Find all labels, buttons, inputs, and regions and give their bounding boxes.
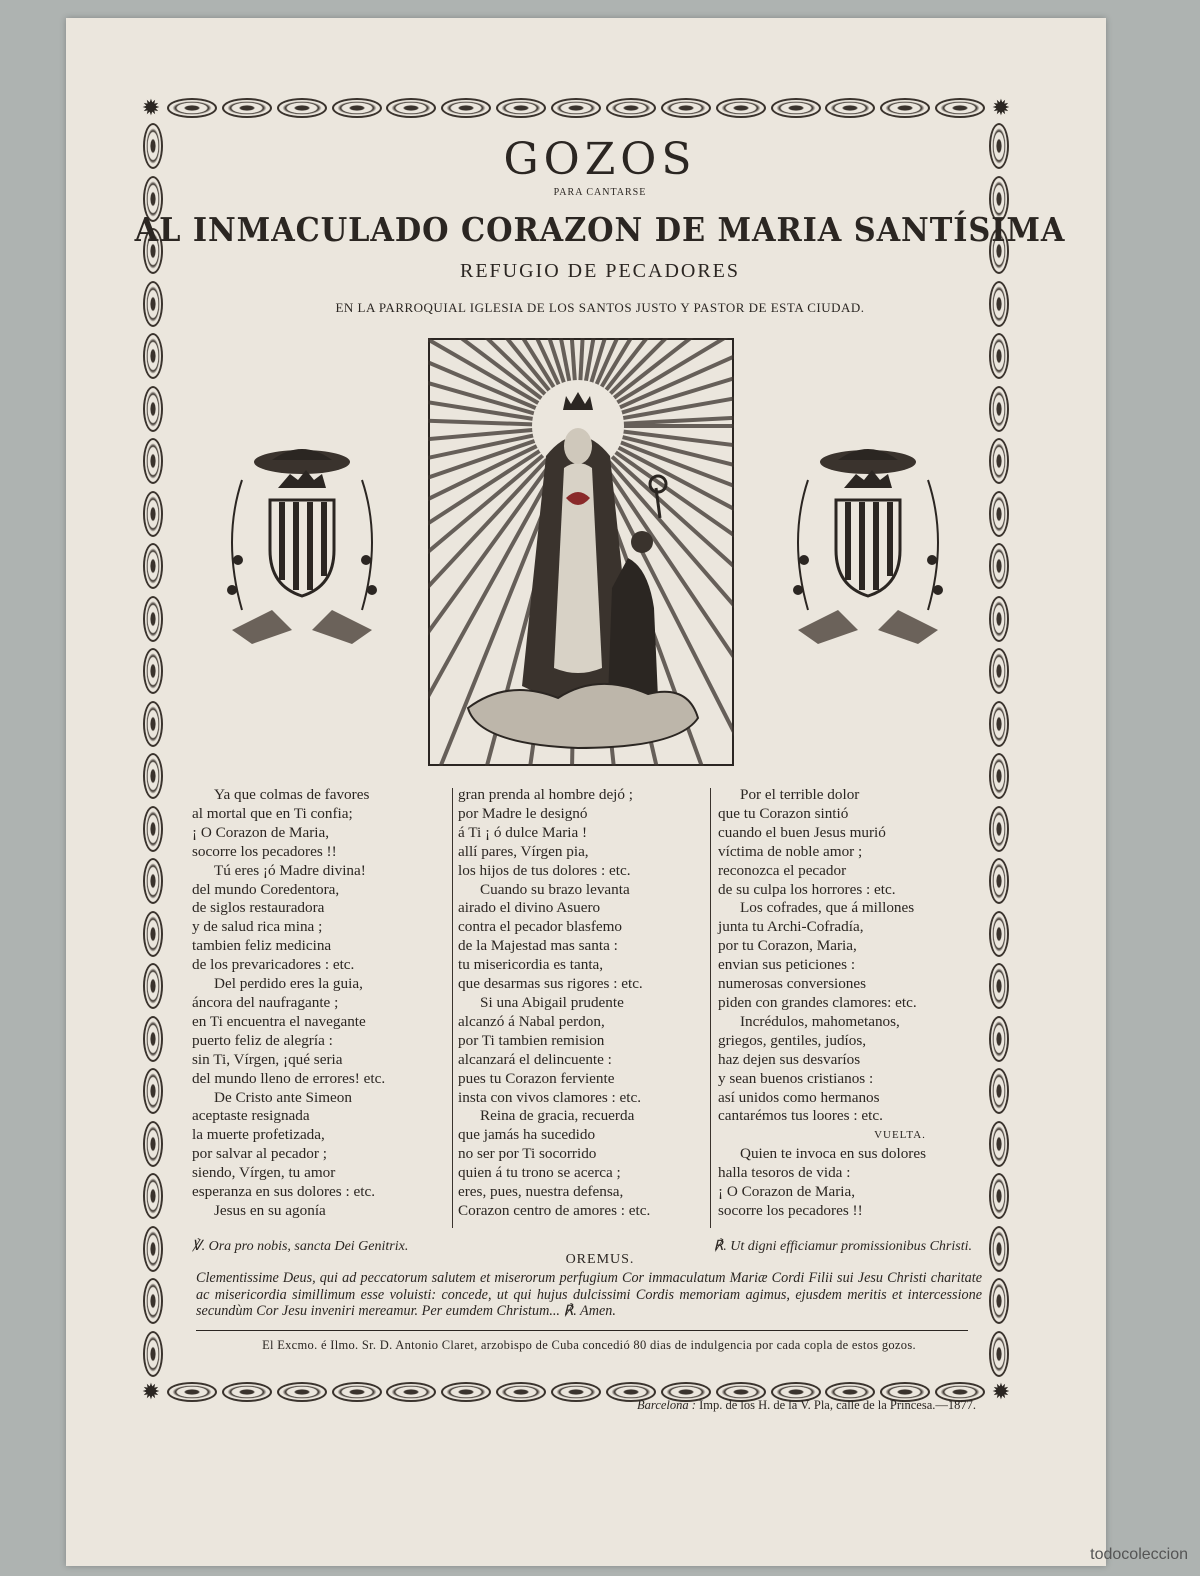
verse-line: de su culpa los horrores : etc. [718,880,896,898]
verse-line: Por el terrible dolor [740,786,860,803]
border-right [986,95,1012,1405]
title: GOZOS [503,134,697,185]
versicle-right: ℟. Ut digni efficiamur promissionibus Christi. [713,1239,972,1254]
verse-line: Reina de gracia, recuerda [480,1107,635,1125]
corner-star-icon: ✹ [991,95,1011,120]
verse-line: siendo, Vírgen, tu amor [192,1164,336,1182]
verse-line: cantarémos tus loores : etc. [718,1107,883,1125]
column-divider [452,788,453,1228]
verse-line: socorre los pecadores !! [718,1201,863,1219]
corner-star-icon: ✹ [141,95,161,120]
verse-line: de la Majestad mas santa : [458,937,618,955]
column-divider [710,788,711,1228]
verse-line: á Ti ¡ ó dulce Maria ! [458,823,588,841]
verse-line: y sean buenos cristianos : [718,1069,874,1087]
verse-line: tambien feliz medicina [192,937,332,955]
verse-line: puerto feliz de alegría : [192,1031,333,1049]
verse-line: de siglos restauradora [192,899,325,917]
prayer-text: Clementissime Deus, qui ad peccatorum salutem et miserorum perfugium Cor immaculatum Mariæ Cordi Filii sui Jesu Christi charitate ac misericordia simillimum esse voluisti: concede, ut qui hujus dulcissimi Cordis memoriam agimus, ejusdem meritis et intercessione secundùm Cor Jesu inveniri mereamur. Per eumdem Christum... ℟. Amen. [196,1270,982,1319]
verse-line: por salvar al pecador ; [192,1145,327,1163]
verse-line: al mortal que en Ti confia; [192,804,353,822]
verse-line: Jesus en su agonía [214,1201,326,1219]
verse-line: Ya que colmas de favores [214,786,370,803]
verse-line: junta tu Archi-Cofradía, [718,918,864,936]
verse-line: Corazon centro de amores : etc. [458,1201,651,1219]
verse-line: del mundo lleno de errores! etc. [192,1069,386,1087]
border-top [140,95,1012,121]
verse-line: allí pares, Vírgen pia, [458,842,589,860]
verse-line: VUELTA. [874,1129,926,1142]
verse-line: víctima de noble amor ; [718,842,863,860]
coat-of-arms-left [212,440,392,645]
verse-line: eres, pues, nuestra defensa, [458,1183,624,1201]
verses-section [192,786,982,1234]
verse-line: alcanzará el delincuente : [458,1050,612,1068]
verse-column-2 [458,786,708,1221]
verse-line: la muerte profetizada, [192,1126,325,1144]
place-line: EN LA PARROQUIAL IGLESIA DE LOS SANTOS JUSTO Y PASTOR DE ESTA CIUDAD. [335,300,865,315]
corner-star-icon: ✹ [141,1379,161,1404]
verse-line: Los cofrades, que á millones [740,899,915,917]
verse-line: ¡ O Corazon de Maria, [718,1183,856,1201]
verse-line: que jamás ha sucedido [458,1126,596,1144]
verse-line: los hijos de tus dolores : etc. [458,861,631,879]
verse-line: Cuando su brazo levanta [480,880,630,898]
verse-line: Quien te invoca en sus dolores [740,1145,927,1163]
imprint-rest: Imp. de los H. de la V. Pla, calle de la Princesa.—1877. [699,1398,976,1412]
verse-line: haz dejen sus desvaríos [718,1050,861,1068]
verse-line: contra el pecador blasfemo [458,918,623,936]
versicle-left: ℣. Ora pro nobis, sancta Dei Genitrix. [192,1239,409,1254]
verse-line: no ser por Ti socorrido [458,1145,597,1163]
verse-line: tu misericordia es tanta, [458,956,604,974]
main-heading: AL INMACULADO CORAZON DE MARIA SANTÍSIMA [134,210,1066,249]
verse-line: cuando el buen Jesus murió [718,823,886,841]
verse-line: numerosas conversiones [718,975,867,993]
corner-star-icon: ✹ [991,1379,1011,1404]
verse-column-3 [718,786,982,1221]
verse-line: airado el divino Asuero [458,899,601,917]
verse-line: y de salud rica mina ; [192,918,323,936]
refugio-heading: REFUGIO DE PECADORES [459,260,741,282]
virgin-mary-engraving [428,338,734,766]
verse-line: aceptaste resignada [192,1107,310,1125]
coat-of-arms-right [778,440,958,645]
subtitle: PARA CANTARSE [553,187,647,198]
verse-line: que tu Corazon sintió [718,804,849,822]
watermark: todocoleccion [1090,1546,1188,1563]
verse-line: pues tu Corazon ferviente [458,1069,615,1087]
verse-line: por Madre le designó [458,804,588,822]
border-left [140,95,166,1405]
divider-rule [196,1330,968,1331]
verse-line: en Ti encuentra el navegante [192,1012,366,1030]
verse-line: reconozca el pecador [718,861,847,879]
verse-line: halla tesoros de vida : [718,1164,851,1182]
verse-line: Si una Abigail prudente [480,993,624,1011]
verse-line: De Cristo ante Simeon [214,1088,352,1106]
verse-line: Tú eres ¡ó Madre divina! [214,861,366,879]
verse-line: insta con vivos clamores : etc. [458,1088,642,1106]
verse-line: piden con grandes clamores: etc. [718,993,917,1011]
verse-line: quien á tu trono se acerca ; [458,1164,621,1182]
verse-line: así unidos como hermanos [718,1088,880,1106]
verse-line: alcanzó á Nabal perdon, [458,1012,605,1030]
verse-line: envian sus peticiones : [718,956,856,974]
verse-line: por Ti tambien remision [458,1031,605,1049]
oremus-heading: OREMUS. [565,1252,635,1267]
verse-line: gran prenda al hombre dejó ; [458,786,634,803]
verse-line: de los prevaricadores : etc. [192,956,355,974]
verse-line: que desarmas sus rigores : etc. [458,975,643,993]
verse-line: socorre los pecadores !! [192,842,337,860]
verse-line: Del perdido eres la guia, [214,975,363,993]
verse-line: áncora del naufragante ; [192,993,339,1011]
verse-line: del mundo Coredentora, [192,880,340,898]
imprint-line [546,1398,976,1413]
verse-column-1 [192,786,452,1221]
verse-line: Incrédulos, mahometanos, [740,1012,900,1030]
verse-line: por tu Corazon, Maria, [718,937,857,955]
verse-line: sin Ti, Vírgen, ¡qué seria [192,1050,343,1068]
verse-line: ¡ O Corazon de Maria, [192,823,330,841]
indulgence-note: El Excmo. é Ilmo. Sr. D. Antonio Claret, arzobispo de Cuba concedió 80 dias de indulgencia por cada copla de estos gozos. [262,1338,916,1352]
imprint-city: Barcelona : [637,1398,696,1412]
verse-line: griegos, gentiles, judíos, [718,1031,867,1049]
verse-line: esperanza en sus dolores : etc. [192,1183,376,1201]
